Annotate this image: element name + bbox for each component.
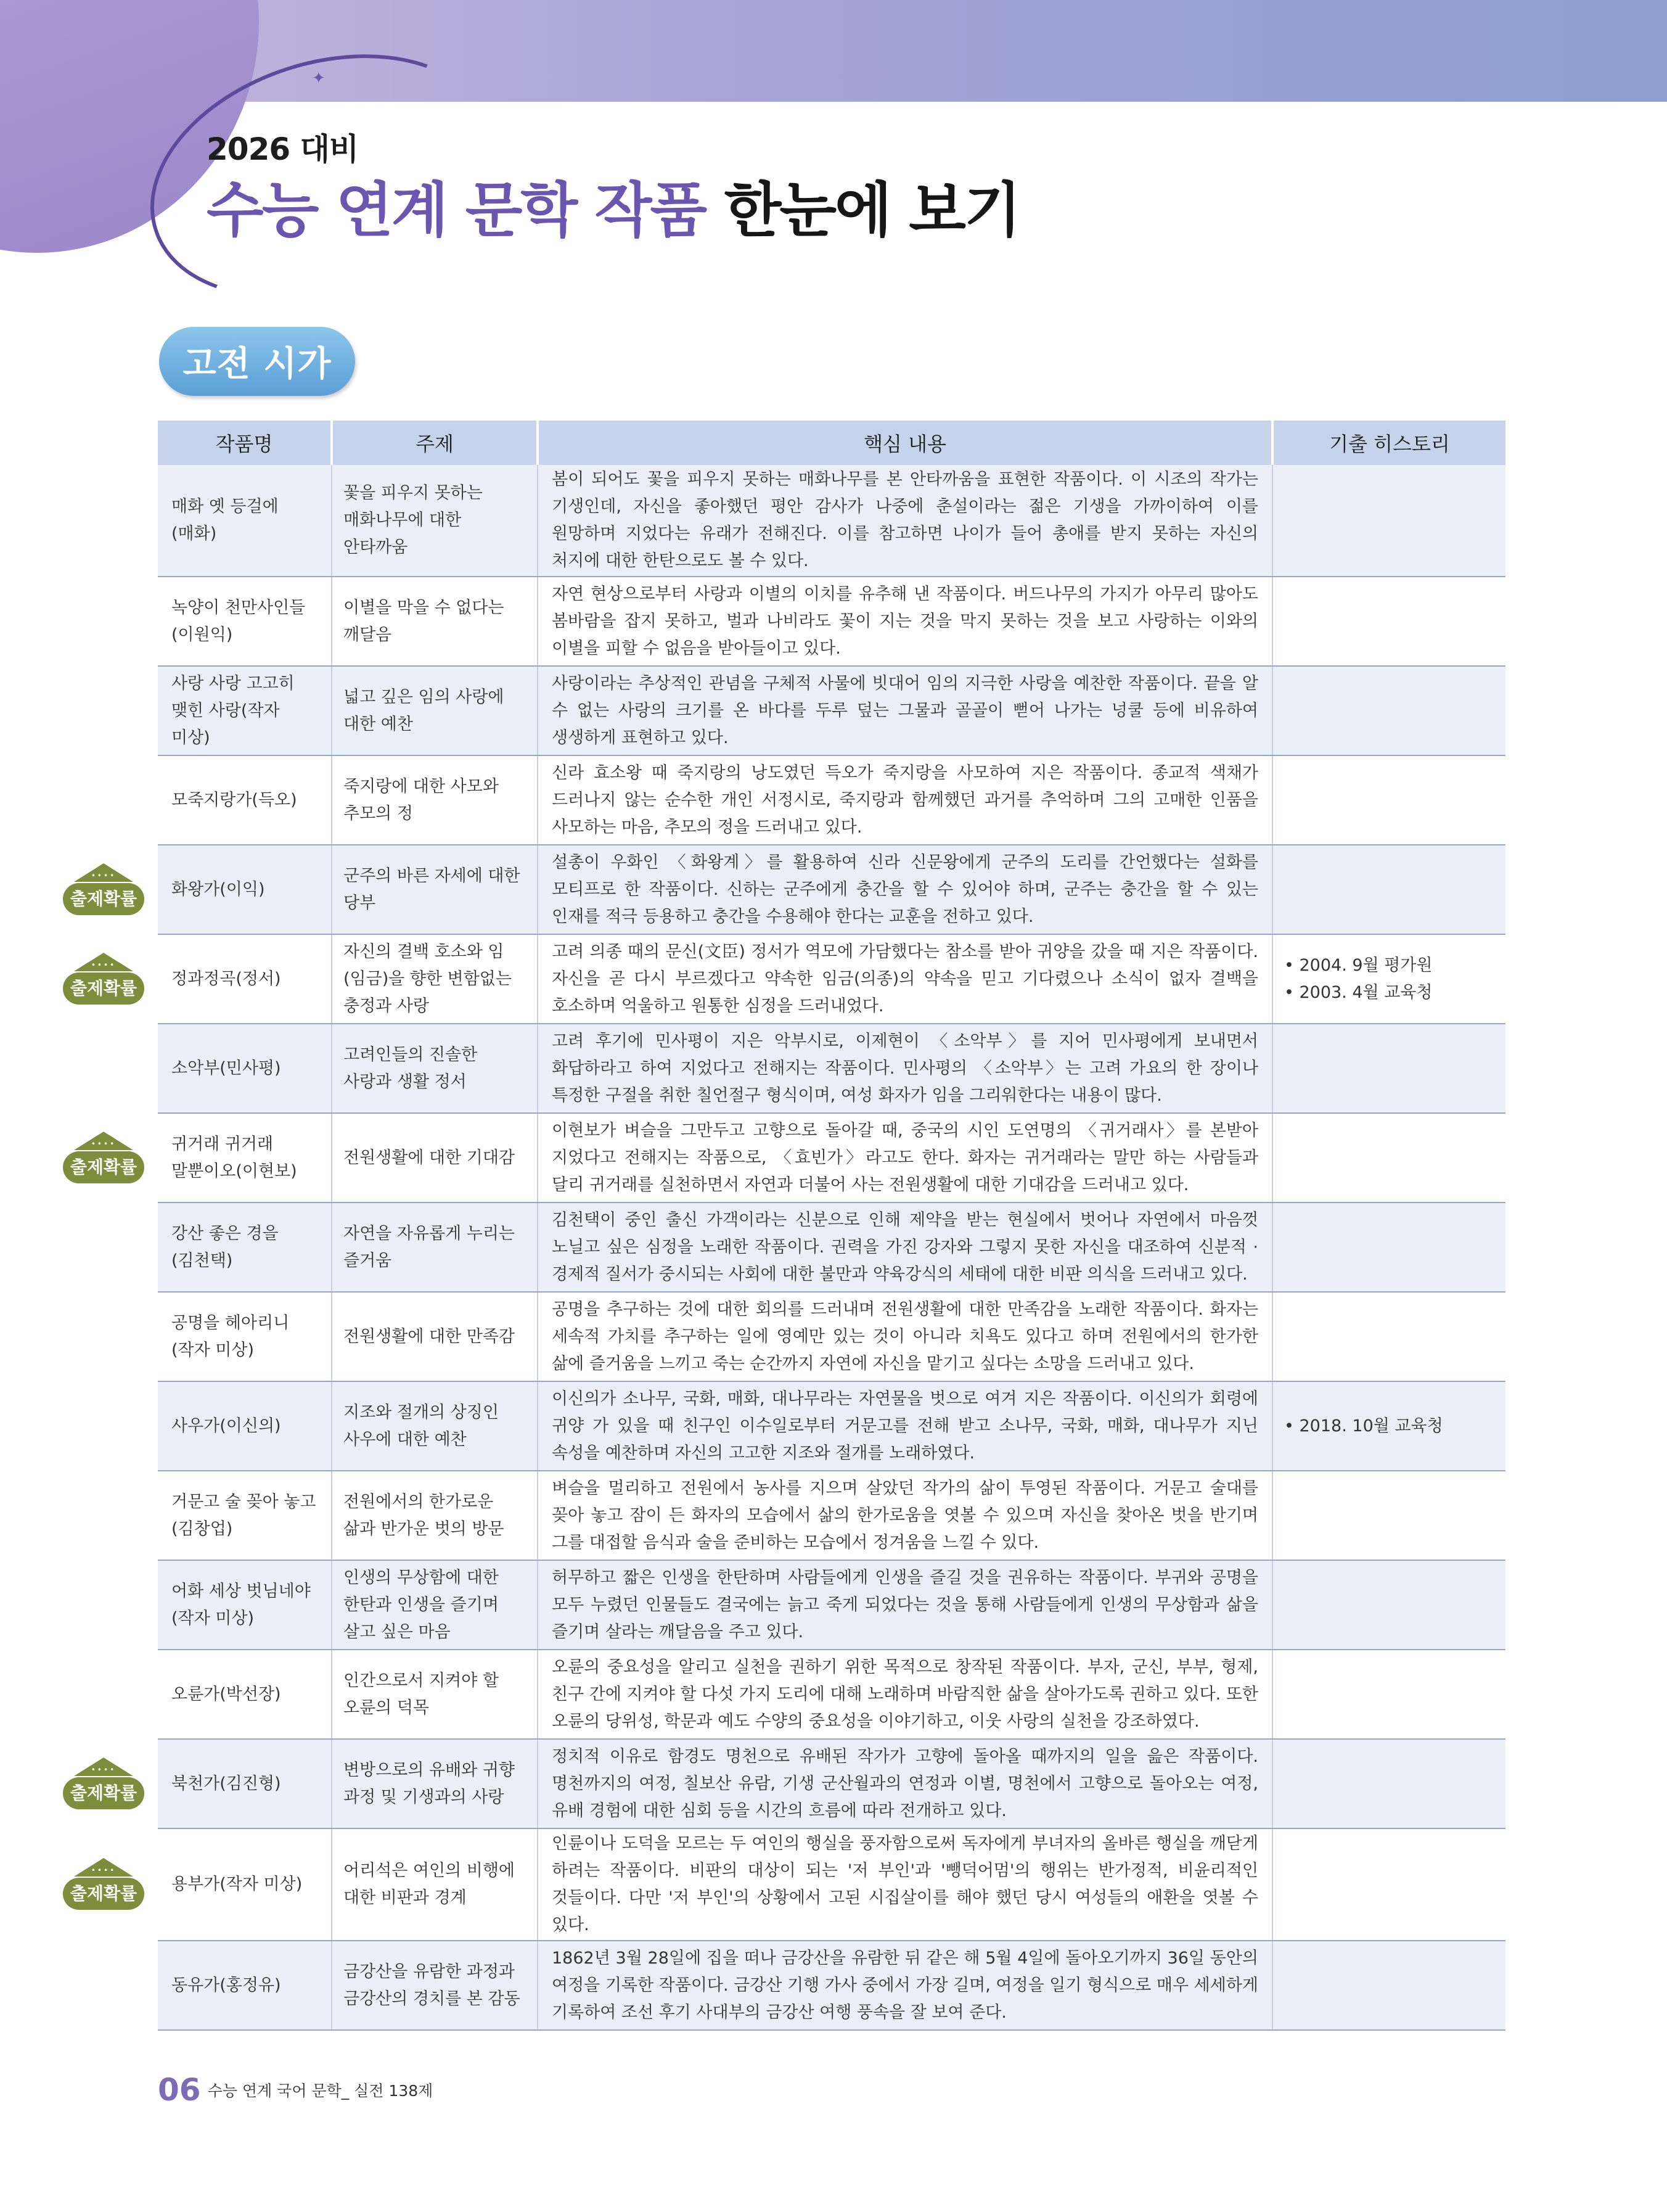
work-history xyxy=(1272,1203,1505,1292)
page-subtitle: 2026 대비 xyxy=(207,131,359,167)
work-content: 이현보가 벼슬을 그만두고 고향으로 돌아갈 때, 중국의 시인 도연명의 〈귀거래사〉를 본받아 지었다고 전해지는 작품으로, 〈효빈가〉라고도 한다. 화자는 귀거래라는 말만 하는 사람들과 달리 귀거래를 실천하면서 자연과 더불어 사는 전원생활에 대한 기대감을 드러내고 있다. xyxy=(538,1113,1272,1203)
page-number: 06 xyxy=(158,2072,201,2108)
work-content: 이신의가 소나무, 국화, 매화, 대나무라는 자연물을 벗으로 여겨 지은 작품이다. 이신의가 회령에 귀양 가 있을 때 친구인 이수일로부터 거문고를 전해 받고 소나무, 국화, 매화, 대나무가 지닌 속성을 예찬하며 자신의 고고한 지조와 절개를 노래하였다. xyxy=(538,1381,1272,1471)
sparkle-icon: ✦ xyxy=(312,69,326,88)
work-title: 공명을 헤아리니 (작자 미상) xyxy=(158,1292,332,1381)
works-table xyxy=(158,421,1505,2031)
work-title: 오륜가(박선장) xyxy=(158,1650,332,1739)
work-history xyxy=(1272,1739,1505,1828)
work-theme: 인생의 무상함에 대한 한탄과 인생을 즐기며 살고 싶은 마음 xyxy=(332,1560,538,1650)
table-row xyxy=(158,1739,1505,1828)
work-theme: 인간으로서 지켜야 할 오륜의 덕목 xyxy=(332,1650,538,1739)
work-title: 북천가(김진형) xyxy=(158,1739,332,1828)
work-title: 어화 세상 벗님네야 (작자 미상) xyxy=(158,1560,332,1650)
work-theme: 자연을 자유롭게 누리는 즐거움 xyxy=(332,1203,538,1292)
work-content: 벼슬을 멀리하고 전원에서 농사를 지으며 살았던 작가의 삶이 투영된 작품이다. 거문고 술대를 꽂아 놓고 잠이 든 화자의 모습에서 삶의 한가로움을 엿볼 수 있으며 자신을 찾아온 벗을 반기며 그를 대접할 음식과 술을 준비하는 모습에서 정겨움을 느낄 수 있다. xyxy=(538,1471,1272,1560)
badge-label: 출제확률 xyxy=(63,883,144,915)
title-accent: 수능 연계 문학 작품 xyxy=(207,176,706,245)
work-theme: 금강산을 유람한 과정과 금강산의 경치를 본 감동 xyxy=(332,1941,538,2030)
work-content: 정치적 이유로 함경도 명천으로 유배된 작가가 고향에 돌아올 때까지의 일을 읊은 작품이다. 명천까지의 여정, 칠보산 유람, 기생 군산월과의 연정과 이별, 명천에서 고향으로 돌아오는 여정, 유배 경험에 대한 심회 등을 시간의 흐름에 따라 전개하고 있다. xyxy=(538,1739,1272,1828)
work-content: 김천택이 중인 출신 가객이라는 신분으로 인해 제약을 받는 현실에서 벗어나 자연에서 마음껏 노닐고 싶은 심정을 노래한 작품이다. 권력을 가진 강자와 그렇지 못한 자신을 대조하여 신분적 · 경제적 질서가 중시되는 사회에 대한 불만과 약육강식의 세태에 대한 비판 의식을 드러내고 있다. xyxy=(538,1203,1272,1292)
work-history xyxy=(1272,1650,1505,1739)
column-header-theme: 주제 xyxy=(332,421,538,465)
table-row xyxy=(158,1292,1505,1381)
work-theme: 전원생활에 대한 만족감 xyxy=(332,1292,538,1381)
table-row xyxy=(158,577,1505,666)
work-history xyxy=(1272,934,1505,1024)
badge-dots-icon: •••• xyxy=(91,1765,117,1774)
work-theme: 지조와 절개의 상징인 사우에 대한 예찬 xyxy=(332,1381,538,1471)
work-history xyxy=(1272,666,1505,755)
badge-dots-icon: •••• xyxy=(91,1866,117,1875)
work-theme: 변방으로의 유배와 귀향 과정 및 기생과의 사랑 xyxy=(332,1739,538,1828)
table-row xyxy=(158,845,1505,934)
work-history xyxy=(1272,1381,1505,1471)
work-content: 인륜이나 도덕을 모르는 두 여인의 행실을 풍자함으로써 독자에게 부녀자의 올바른 행실을 깨닫게 하려는 작품이다. 비판의 대상이 되는 '저 부인'과 '뺑덕어멈'의 행위는 반가정적, 비윤리적인 것들이다. 다만 '저 부인'의 상황에서 고된 시집살이를 해야 했던 당시 여성들의 애환을 엿볼 수 있다. xyxy=(538,1828,1272,1941)
badge-label: 출제확률 xyxy=(63,1151,144,1183)
work-content: 고려 후기에 민사평이 지은 악부시로, 이제현이 〈소악부〉를 지어 민사평에게 보내면서 화답하라고 하여 지었다고 전해지는 작품이다. 민사평의 〈소악부〉는 고려 가요의 한 장이나 특정한 구절을 취한 칠언절구 형식이며, 여성 화자가 임을 그리워한다는 내용이 많다. xyxy=(538,1024,1272,1113)
work-content: 신라 효소왕 때 죽지랑의 낭도였던 득오가 죽지랑을 사모하여 지은 작품이다. 종교적 색채가 드러나지 않는 순수한 개인 서정시로, 죽지랑과 함께했던 과거를 추억하며 그의 고매한 인품을 사모하는 마음, 추모의 정을 드러내고 있다. xyxy=(538,755,1272,845)
work-title: 녹양이 천만사인들 (이원익) xyxy=(158,577,332,666)
page-title xyxy=(207,163,1020,248)
work-content: 고려 의종 때의 문신(文臣) 정서가 역모에 가담했다는 참소를 받아 귀양을 갔을 때 지은 작품이다. 자신을 곧 다시 부르겠다고 약속한 임금(의종)의 약속을 믿고 기다렸으나 소식이 없자 결백을 호소하며 억울하고 원통한 심정을 드러내었다. xyxy=(538,934,1272,1024)
work-title: 거문고 술 꽂아 놓고 (김창업) xyxy=(158,1471,332,1560)
title-rest: 한눈에 보기 xyxy=(724,176,1020,245)
table-row xyxy=(158,666,1505,755)
page-footer xyxy=(158,2072,433,2108)
work-history xyxy=(1272,845,1505,934)
work-content: 봄이 되어도 꽃을 피우지 못하는 매화나무를 본 안타까움을 표현한 작품이다. 이 시조의 작가는 기생인데, 자신을 좋아했던 평안 감사가 나중에 춘설이라는 젊은 기생을 가까이하여 이를 원망하며 지었다는 유래가 전해진다. 이를 참고하면 나이가 들어 총애를 받지 못하는 자신의 처지에 대한 한탄으로도 볼 수 있다. xyxy=(538,465,1272,577)
work-theme: 죽지랑에 대한 사모와 추모의 정 xyxy=(332,755,538,845)
table-body xyxy=(158,465,1505,2030)
work-history xyxy=(1272,1113,1505,1203)
work-theme: 넓고 깊은 임의 사랑에 대한 예찬 xyxy=(332,666,538,755)
work-history xyxy=(1272,577,1505,666)
work-theme: 꽃을 피우지 못하는 매화나무에 대한 안타까움 xyxy=(332,465,538,577)
table-row xyxy=(158,1113,1505,1203)
badge-label: 출제확률 xyxy=(63,972,144,1005)
work-theme: 전원에서의 한가로운 삶과 반가운 벗의 방문 xyxy=(332,1471,538,1560)
work-history xyxy=(1272,1024,1505,1113)
table-row xyxy=(158,1381,1505,1471)
work-title: 사랑 사랑 고고히 맺힌 사랑(작자 미상) xyxy=(158,666,332,755)
badge-label: 출제확률 xyxy=(63,1777,144,1809)
table-row xyxy=(158,934,1505,1024)
table-row xyxy=(158,1560,1505,1650)
work-content: 사랑이라는 추상적인 관념을 구체적 사물에 빗대어 임의 지극한 사랑을 예찬한 작품이다. 끝을 알 수 없는 사랑의 크기를 온 바다를 두루 덮는 그물과 골골이 뻗어 나가는 넝쿨 등에 비유하여 생생하게 표현하고 있다. xyxy=(538,666,1272,755)
table-header-row xyxy=(158,421,1505,465)
table-row xyxy=(158,1828,1505,1941)
probability-badge xyxy=(63,1758,144,1811)
column-header-title: 작품명 xyxy=(158,421,332,465)
work-content: 설총이 우화인 〈화왕계〉를 활용하여 신라 신문왕에게 군주의 도리를 간언했다는 설화를 모티프로 한 작품이다. 신하는 군주에게 충간을 할 수 있어야 하며, 군주는 충간을 할 수 있는 인재를 적극 등용하고 충간을 수용해야 한다는 교훈을 전하고 있다. xyxy=(538,845,1272,934)
section-label: 고전 시가 xyxy=(159,327,355,396)
work-title: 화왕가(이익) xyxy=(158,845,332,934)
work-history xyxy=(1272,1292,1505,1381)
probability-badge xyxy=(63,953,144,1006)
work-theme: 군주의 바른 자세에 대한 당부 xyxy=(332,845,538,934)
table-row xyxy=(158,1650,1505,1739)
work-title: 동유가(홍정유) xyxy=(158,1941,332,2030)
work-history xyxy=(1272,1471,1505,1560)
table-row xyxy=(158,1024,1505,1113)
table-row xyxy=(158,1941,1505,2030)
work-theme: 전원생활에 대한 기대감 xyxy=(332,1113,538,1203)
column-header-history: 기출 히스토리 xyxy=(1272,421,1505,465)
table-row xyxy=(158,1471,1505,1560)
badge-label: 출제확률 xyxy=(63,1878,144,1910)
work-history xyxy=(1272,465,1505,577)
probability-badge xyxy=(63,863,144,916)
badge-dots-icon: •••• xyxy=(91,960,117,969)
history-item: • 2004. 9월 평가원 xyxy=(1284,955,1433,975)
work-title: 모죽지랑가(득오) xyxy=(158,755,332,845)
column-header-content: 핵심 내용 xyxy=(538,421,1272,465)
work-title: 강산 좋은 경을 (김천택) xyxy=(158,1203,332,1292)
badge-dots-icon: •••• xyxy=(91,871,117,880)
work-content: 1862년 3월 28일에 집을 떠나 금강산을 유람한 뒤 같은 해 5월 4일에 돌아오기까지 36일 동안의 여정을 기록한 작품이다. 금강산 기행 가사 중에서 가장 길며, 여정을 일기 형식으로 매우 세세하게 기록하여 조선 후기 사대부의 금강산 여행 풍속을 잘 보여 준다. xyxy=(538,1941,1272,2030)
footer-text: 수능 연계 국어 문학_ 실전 138제 xyxy=(207,2082,433,2100)
work-history xyxy=(1272,1560,1505,1650)
work-content: 오륜의 중요성을 알리고 실천을 권하기 위한 목적으로 창작된 작품이다. 부자, 군신, 부부, 형제, 친구 간에 지켜야 할 다섯 가지 도리에 대해 노래하며 바람직한 삶을 살아가도록 권하고 있다. 또한 오륜의 당위성, 학문과 예도 수양의 중요성을 이야기하고, 이웃 사랑의 실천을 강조하였다. xyxy=(538,1650,1272,1739)
work-title: 용부가(작자 미상) xyxy=(158,1828,332,1941)
work-content: 허무하고 짧은 인생을 한탄하며 사람들에게 인생을 즐길 것을 권유하는 작품이다. 부귀와 공명을 모두 누렸던 인물들도 결국에는 늙고 죽게 되었다는 것을 통해 사람들에게 인생의 무상함과 삶을 즐기며 살라는 깨달음을 주고 있다. xyxy=(538,1560,1272,1650)
work-title: 매화 옛 등걸에 (매화) xyxy=(158,465,332,577)
work-theme: 자신의 결백 호소와 임(임금)을 향한 변함없는 충정과 사랑 xyxy=(332,934,538,1024)
work-title: 귀거래 귀거래 말뿐이오(이현보) xyxy=(158,1113,332,1203)
work-content: 공명을 추구하는 것에 대한 회의를 드러내며 전원생활에 대한 만족감을 노래한 작품이다. 화자는 세속적 가치를 추구하는 일에 영예만 있는 것이 아니라 치욕도 있다고 하며 전원에서의 한가한 삶에 즐거움을 느끼고 죽는 순간까지 자연에 자신을 맡기고 싶다는 소망을 드러내고 있다. xyxy=(538,1292,1272,1381)
work-title: 정과정곡(정서) xyxy=(158,934,332,1024)
work-theme: 고려인들의 진솔한 사랑과 생활 정서 xyxy=(332,1024,538,1113)
work-history xyxy=(1272,755,1505,845)
probability-badge xyxy=(63,1132,144,1185)
table-row xyxy=(158,1203,1505,1292)
history-item: • 2018. 10월 교육청 xyxy=(1284,1416,1443,1436)
work-theme: 어리석은 여인의 비행에 대한 비판과 경계 xyxy=(332,1828,538,1941)
work-history xyxy=(1272,1828,1505,1941)
table-row xyxy=(158,465,1505,577)
work-theme: 이별을 막을 수 없다는 깨달음 xyxy=(332,577,538,666)
work-history xyxy=(1272,1941,1505,2030)
table-row xyxy=(158,755,1505,845)
badge-dots-icon: •••• xyxy=(91,1139,117,1148)
work-title: 소악부(민사평) xyxy=(158,1024,332,1113)
history-item: • 2003. 4월 교육청 xyxy=(1284,982,1433,1002)
probability-badge xyxy=(63,1858,144,1911)
work-title: 사우가(이신의) xyxy=(158,1381,332,1471)
work-content: 자연 현상으로부터 사랑과 이별의 이치를 유추해 낸 작품이다. 버드나무의 가지가 아무리 많아도 봄바람을 잡지 못하고, 벌과 나비라도 꽃이 지는 것을 막지 못하는 것을 보고 사랑하는 이와의 이별을 피할 수 없음을 받아들이고 있다. xyxy=(538,577,1272,666)
